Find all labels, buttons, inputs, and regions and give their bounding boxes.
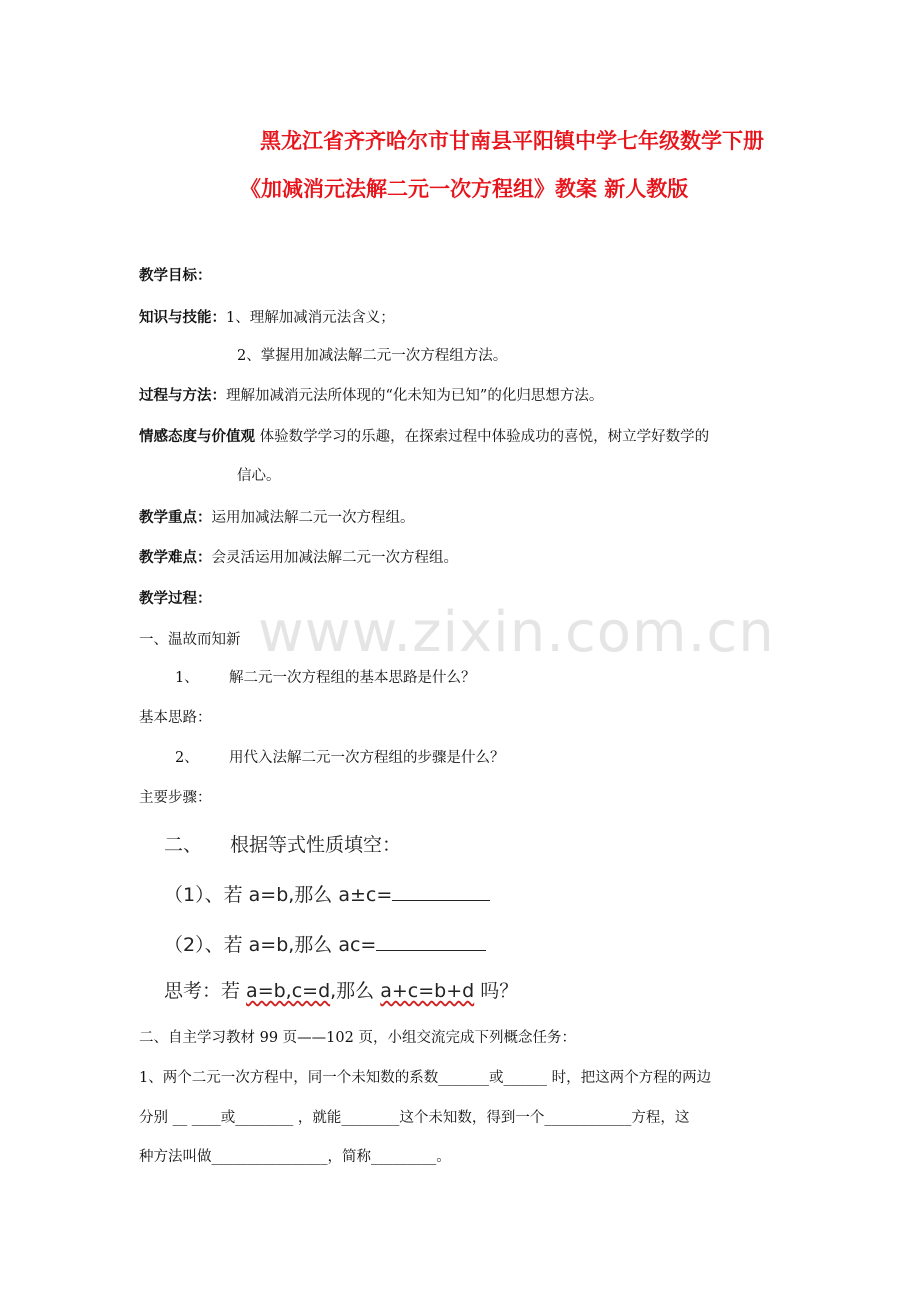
difficulty-line [139,548,458,568]
think-mid: ,那么 [330,980,381,1002]
knowledge-item-1: 1、理解加减消元法含义； [226,310,395,326]
image-item-1-text: （1）、若 a=b,那么 a±c= [164,884,393,906]
process-heading: 教学过程： [139,591,212,607]
question-1-number: 1、 [175,670,199,686]
image-heading: 根据等式性质填空： [230,834,402,856]
fill-blank [376,932,486,951]
process-method-label: 过程与方法： [139,388,226,404]
image-think [164,976,518,1003]
key-point-line [139,508,415,528]
question-1: 解二元一次方程组的基本思路是什么？ [229,670,476,686]
difficulty-text: 会灵活运用加减法解二元一次方程组。 [211,550,458,566]
answer-1-label: 基本思路： [139,710,212,726]
concept-line-1: 1、两个二元一次方程中，同一个未知数的系数_______或______ 时，把这两个方程的两边 [139,1070,712,1086]
image-item-2 [164,930,486,957]
objectives-heading: 教学目标： [139,268,212,284]
answer-2-label: 主要步骤： [139,790,212,806]
think-prefix: 思考：若 [164,980,247,1002]
section-2-heading: 二、自主学习教材 99 页——102 页，小组交流完成下列概念任务： [139,1030,576,1046]
knowledge-line-1 [139,308,395,328]
knowledge-item-2: 2、掌握用加减法解二元一次方程组方法。 [237,348,508,364]
watermark: www.zixin.com.cn [258,600,775,665]
emotion-line [139,427,709,447]
title-line-1: 黑龙江省齐齐哈尔市甘南县平阳镇中学七年级数学下册 [260,129,764,153]
equation-property-image [150,822,520,1010]
key-point-label: 教学重点： [139,510,212,526]
emotion-text: 体验数学学习的乐趣，在探索过程中体验成功的喜悦，树立学好数学的 [259,429,710,445]
concept-line-3: 种方法叫做________________，简称_________。 [139,1149,451,1165]
process-method-line [139,386,603,406]
question-2: 用代入法解二元一次方程组的步骤是什么？ [229,750,505,766]
concept-line-2: 分别 __ ____或________ ，就能________这个未知数，得到一个____________方程，这 [139,1110,690,1126]
think-suffix: 吗？ [474,980,519,1002]
image-item-2-text: （2）、若 a=b,那么 ac= [164,934,377,956]
image-heading-number: 二、 [164,834,203,856]
key-point-text: 运用加减法解二元一次方程组。 [211,510,415,526]
process-method-text: 理解加减消元法所体现的“化未知为已知”的化归思想方法。 [226,388,604,404]
question-2-number: 2、 [175,750,199,766]
title-line-2: 《加减消元法解二元一次方程组》教案 新人教版 [240,177,689,201]
think-conclusion: a+c=b+d [380,980,475,1002]
section-1-heading: 一、温故而知新 [139,632,241,648]
fill-blank [392,882,490,901]
emotion-text-2: 信心。 [237,468,281,484]
think-condition: a=b,c=d [246,980,331,1002]
knowledge-label: 知识与技能： [139,310,226,326]
image-item-1 [164,880,490,907]
emotion-label: 情感态度与价值观 [139,429,255,445]
difficulty-label: 教学难点： [139,550,212,566]
